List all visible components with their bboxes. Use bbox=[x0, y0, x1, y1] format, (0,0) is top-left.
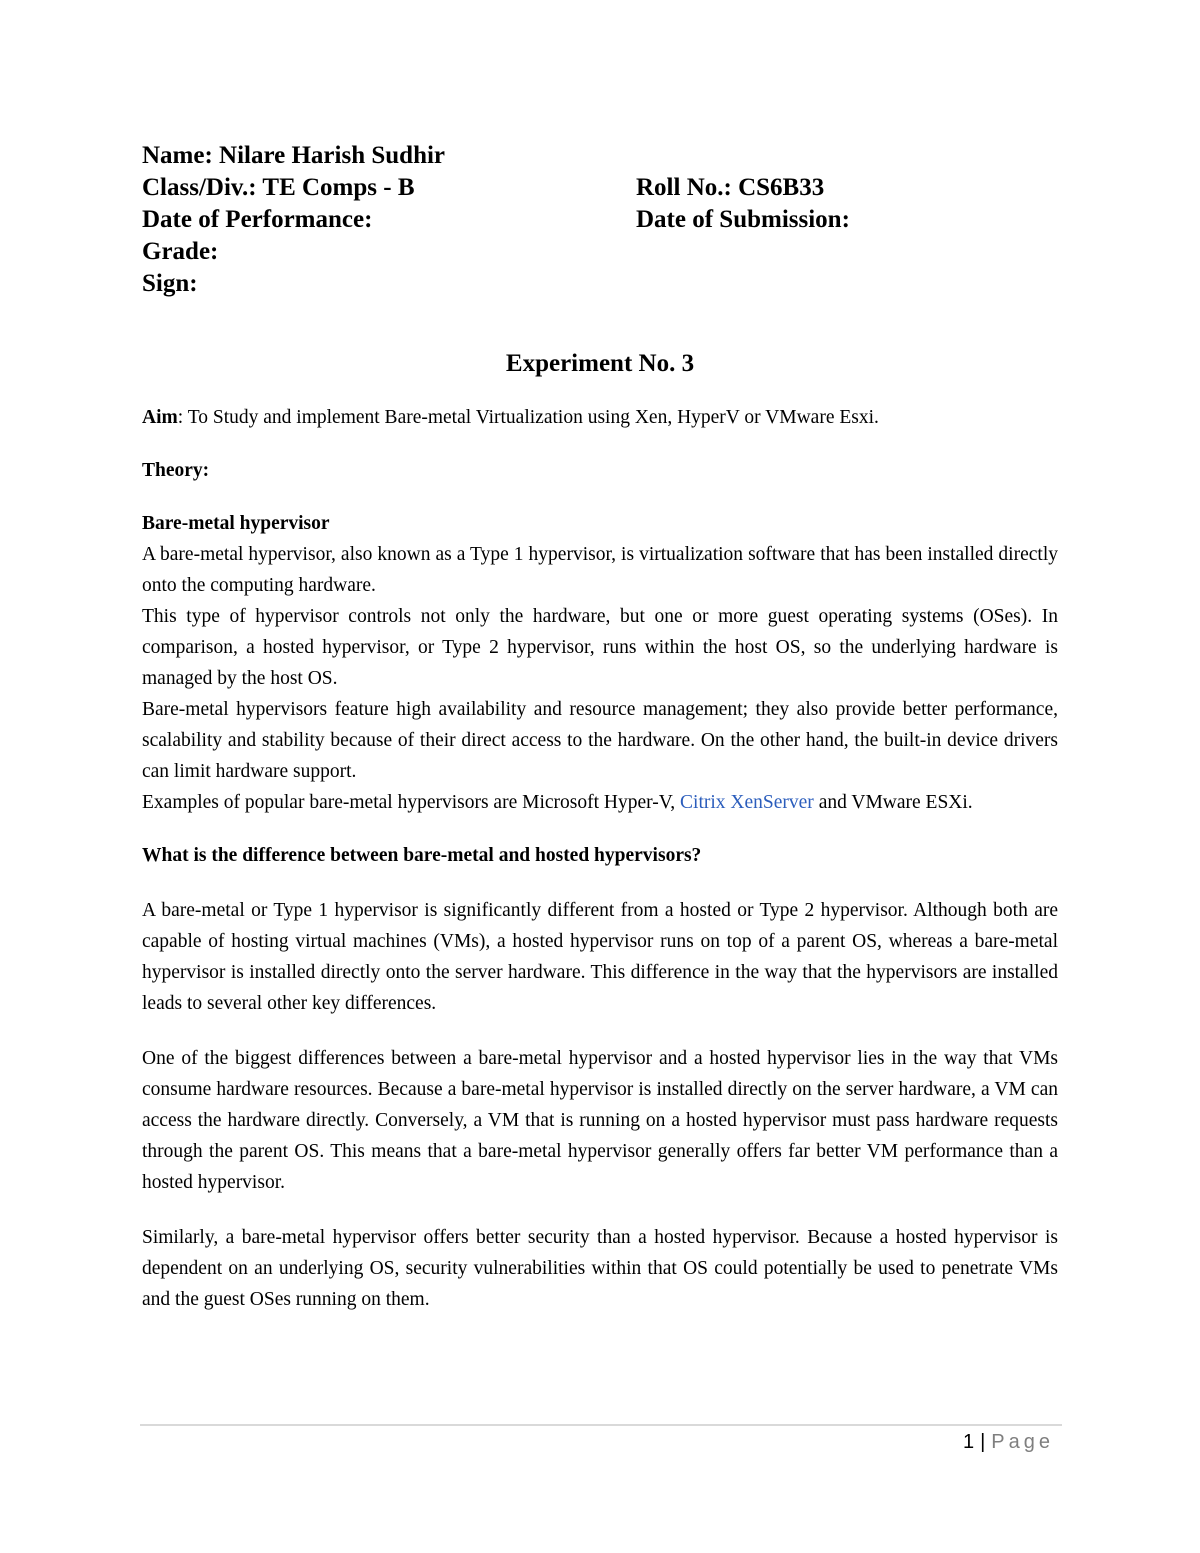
theory-label: Theory: bbox=[142, 460, 210, 481]
bare-metal-paragraph-1: A bare-metal hypervisor, also known as a Type 1 hypervisor, is virtualization software that has been installed directly onto the computing hardware. bbox=[142, 544, 1058, 596]
footer-divider bbox=[140, 1424, 1062, 1426]
header-class-line bbox=[142, 172, 1058, 204]
experiment-title: Experiment No. 3 bbox=[505, 350, 695, 377]
date-of-submission: Date of Submission: bbox=[636, 206, 850, 233]
page-content bbox=[142, 140, 1058, 1315]
citrix-xenserver-link[interactable]: Citrix XenServer bbox=[680, 792, 814, 813]
difference-paragraph-3: Similarly, a bare-metal hypervisor offers better security than a hosted hypervisor. Because a hosted hypervisor is dependent on an underlying OS, security vulnerabilities within that OS could potentially be used to penetrate VMs and the guest OSes running on them. bbox=[142, 1227, 1058, 1310]
header-date-line bbox=[142, 204, 1058, 236]
page-footer bbox=[963, 1428, 1054, 1456]
student-name: Name: Nilare Harish Sudhir bbox=[142, 142, 446, 169]
bare-metal-paragraph-2: This type of hypervisor controls not only the hardware, but one or more guest operating systems (OSes). In comparison, a hosted hypervisor, or Type 2 hypervisor, runs within the host OS, so the underlying hardware is managed by the host OS. bbox=[142, 606, 1058, 689]
header-grade-line bbox=[142, 236, 1058, 268]
difference-question-heading: What is the difference between bare-metal and hosted hypervisors? bbox=[142, 845, 702, 866]
sign-label: Sign: bbox=[142, 270, 198, 297]
difference-paragraph-2: One of the biggest differences between a bare-metal hypervisor and a hosted hypervisor lies in the way that VMs consume hardware resources. Because a bare-metal hypervisor is installed directly on the server hardware, a VM can access the hardware directly. Conversely, a VM that is running on a hosted hypervisor must pass hardware requests through the parent OS. This means that a bare-metal hypervisor generally offers far better VM performance than a hosted hypervisor. bbox=[142, 1048, 1058, 1193]
section-heading-bare-metal: Bare-metal hypervisor bbox=[142, 513, 330, 534]
difference-paragraph-1: A bare-metal or Type 1 hypervisor is significantly different from a hosted or Type 2 hypervisor. Although both are capable of hosting virtual machines (VMs), a hosted hypervisor runs on top of a parent OS, whereas a bare-metal hypervisor is installed directly onto the server hardware. This difference in the way that the hypervisors are installed leads to several other key differences. bbox=[142, 900, 1058, 1014]
grade-label: Grade: bbox=[142, 238, 219, 265]
aim-text: : To Study and implement Bare-metal Virtualization using Xen, HyperV or VMware Esxi. bbox=[177, 407, 879, 428]
header-sign-line bbox=[142, 268, 1058, 300]
examples-text-end: and VMware ESXi. bbox=[813, 792, 973, 813]
class-division: Class/Div.: TE Comps - B bbox=[142, 174, 415, 201]
page-word: Page bbox=[991, 1431, 1054, 1453]
header-name-line bbox=[142, 140, 1058, 172]
page-number: 1 bbox=[962, 1431, 975, 1453]
footer-separator: | bbox=[980, 1431, 986, 1453]
aim-label: Aim bbox=[142, 407, 178, 428]
bare-metal-paragraph-4 bbox=[142, 787, 1058, 818]
examples-text: Examples of popular bare-metal hypervisors are Microsoft Hyper-V, bbox=[142, 792, 681, 813]
roll-number: Roll No.: CS6B33 bbox=[636, 174, 825, 201]
aim-paragraph bbox=[142, 402, 1058, 433]
bare-metal-paragraph-3: Bare-metal hypervisors feature high availability and resource management; they also provide better performance, scalability and stability because of their direct access to the hardware. On the other hand, the built-in device drivers can limit hardware support. bbox=[142, 699, 1058, 782]
date-of-performance: Date of Performance: bbox=[142, 206, 373, 233]
